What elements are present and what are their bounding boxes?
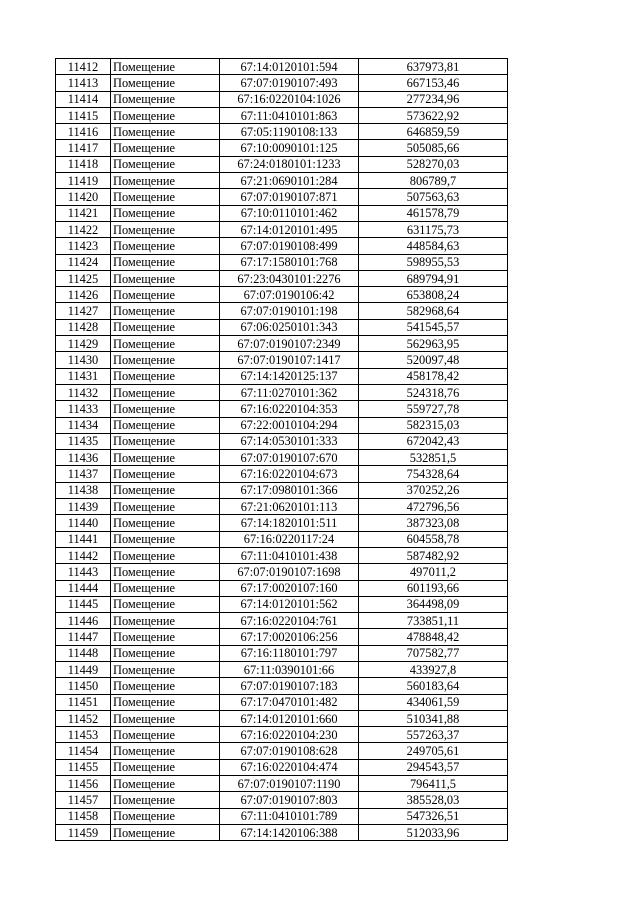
cadastral-value-cell: 458178,42: [359, 368, 508, 384]
row-number-cell: 11452: [56, 710, 111, 726]
row-number-cell: 11447: [56, 629, 111, 645]
cadastral-number-cell: 67:17:0980101:366: [220, 482, 359, 498]
cadastral-value-cell: 532851,5: [359, 450, 508, 466]
cadastral-value-cell: 559727,78: [359, 401, 508, 417]
object-type-cell: Помещение: [111, 710, 220, 726]
row-number-cell: 11455: [56, 759, 111, 775]
cadastral-number-cell: 67:17:0020106:256: [220, 629, 359, 645]
cadastral-value-cell: 689794,91: [359, 270, 508, 286]
table-row: [56, 107, 508, 123]
cadastral-value-cell: 387323,08: [359, 515, 508, 531]
table-row: [56, 824, 508, 840]
cadastral-number-cell: 67:17:0470101:482: [220, 694, 359, 710]
cadastral-number-cell: 67:14:0530101:333: [220, 433, 359, 449]
cadastral-number-cell: 67:17:0020107:160: [220, 580, 359, 596]
row-number-cell: 11459: [56, 824, 111, 840]
table-row: [56, 352, 508, 368]
table-row: [56, 531, 508, 547]
object-type-cell: Помещение: [111, 466, 220, 482]
row-number-cell: 11421: [56, 205, 111, 221]
cadastral-number-cell: 67:17:1580101:768: [220, 254, 359, 270]
object-type-cell: Помещение: [111, 238, 220, 254]
cadastral-value-cell: 557263,37: [359, 727, 508, 743]
cadastral-value-cell: 646859,59: [359, 124, 508, 140]
row-number-cell: 11442: [56, 547, 111, 563]
row-number-cell: 11436: [56, 450, 111, 466]
table-row: [56, 156, 508, 172]
row-number-cell: 11453: [56, 727, 111, 743]
cadastral-number-cell: 67:07:0190107:493: [220, 75, 359, 91]
object-type-cell: Помещение: [111, 352, 220, 368]
object-type-cell: Помещение: [111, 596, 220, 612]
table-row: [56, 661, 508, 677]
table-row: [56, 694, 508, 710]
object-type-cell: Помещение: [111, 140, 220, 156]
table-row: [56, 270, 508, 286]
cadastral-number-cell: 67:10:0110101:462: [220, 205, 359, 221]
row-number-cell: 11426: [56, 287, 111, 303]
table-row: [56, 596, 508, 612]
cadastral-number-cell: 67:14:0120101:594: [220, 59, 359, 75]
object-type-cell: Помещение: [111, 319, 220, 335]
cadastral-value-cell: 653808,24: [359, 287, 508, 303]
cadastral-value-cell: 461578,79: [359, 205, 508, 221]
object-type-cell: Помещение: [111, 107, 220, 123]
cadastral-number-cell: 67:11:0390101:66: [220, 661, 359, 677]
cadastral-value-cell: 294543,57: [359, 759, 508, 775]
object-type-cell: Помещение: [111, 336, 220, 352]
object-type-cell: Помещение: [111, 515, 220, 531]
row-number-cell: 11423: [56, 238, 111, 254]
table-row: [56, 482, 508, 498]
table-row: [56, 547, 508, 563]
cadastral-number-cell: 67:11:0410101:789: [220, 808, 359, 824]
table-row: [56, 254, 508, 270]
object-type-cell: Помещение: [111, 205, 220, 221]
cadastral-number-cell: 67:07:0190106:42: [220, 287, 359, 303]
cadastral-value-cell: 754328,64: [359, 466, 508, 482]
row-number-cell: 11439: [56, 499, 111, 515]
cadastral-value-cell: 637973,81: [359, 59, 508, 75]
row-number-cell: 11451: [56, 694, 111, 710]
cadastral-number-cell: 67:06:0250101:343: [220, 319, 359, 335]
cadastral-value-cell: 582315,03: [359, 417, 508, 433]
cadastral-number-cell: 67:23:0430101:2276: [220, 270, 359, 286]
row-number-cell: 11450: [56, 678, 111, 694]
row-number-cell: 11454: [56, 743, 111, 759]
row-number-cell: 11456: [56, 776, 111, 792]
cadastral-number-cell: 67:05:1190108:133: [220, 124, 359, 140]
object-type-cell: Помещение: [111, 368, 220, 384]
cadastral-value-cell: 385528,03: [359, 792, 508, 808]
row-number-cell: 11449: [56, 661, 111, 677]
table-row: [56, 629, 508, 645]
row-number-cell: 11419: [56, 173, 111, 189]
cadastral-value-cell: 806789,7: [359, 173, 508, 189]
cadastral-number-cell: 67:16:0220104:1026: [220, 91, 359, 107]
object-type-cell: Помещение: [111, 384, 220, 400]
table-row: [56, 759, 508, 775]
object-type-cell: Помещение: [111, 824, 220, 840]
table-row: [56, 91, 508, 107]
object-type-cell: Помещение: [111, 613, 220, 629]
cadastral-value-cell: 524318,76: [359, 384, 508, 400]
registry-table: [55, 58, 508, 841]
cadastral-number-cell: 67:24:0180101:1233: [220, 156, 359, 172]
table-row: [56, 645, 508, 661]
row-number-cell: 11444: [56, 580, 111, 596]
cadastral-value-cell: 582968,64: [359, 303, 508, 319]
cadastral-number-cell: 67:16:0220104:761: [220, 613, 359, 629]
object-type-cell: Помещение: [111, 433, 220, 449]
cadastral-value-cell: 497011,2: [359, 564, 508, 580]
row-number-cell: 11441: [56, 531, 111, 547]
table-row: [56, 776, 508, 792]
cadastral-value-cell: 370252,26: [359, 482, 508, 498]
cadastral-value-cell: 547326,51: [359, 808, 508, 824]
cadastral-value-cell: 541545,57: [359, 319, 508, 335]
object-type-cell: Помещение: [111, 254, 220, 270]
cadastral-value-cell: 631175,73: [359, 221, 508, 237]
table-row: [56, 499, 508, 515]
object-type-cell: Помещение: [111, 75, 220, 91]
table-row: [56, 401, 508, 417]
cadastral-number-cell: 67:14:1820101:511: [220, 515, 359, 531]
cadastral-number-cell: 67:11:0410101:438: [220, 547, 359, 563]
table-row: [56, 743, 508, 759]
object-type-cell: Помещение: [111, 661, 220, 677]
table-row: [56, 808, 508, 824]
cadastral-number-cell: 67:07:0190107:803: [220, 792, 359, 808]
cadastral-number-cell: 67:22:0010104:294: [220, 417, 359, 433]
object-type-cell: Помещение: [111, 91, 220, 107]
row-number-cell: 11458: [56, 808, 111, 824]
cadastral-value-cell: 604558,78: [359, 531, 508, 547]
cadastral-number-cell: 67:16:0220104:474: [220, 759, 359, 775]
row-number-cell: 11424: [56, 254, 111, 270]
table-row: [56, 678, 508, 694]
row-number-cell: 11434: [56, 417, 111, 433]
cadastral-number-cell: 67:14:0120101:562: [220, 596, 359, 612]
table-row: [56, 710, 508, 726]
cadastral-value-cell: 796411,5: [359, 776, 508, 792]
row-number-cell: 11430: [56, 352, 111, 368]
cadastral-number-cell: 67:07:0190107:1698: [220, 564, 359, 580]
cadastral-value-cell: 433927,8: [359, 661, 508, 677]
table-row: [56, 189, 508, 205]
object-type-cell: Помещение: [111, 173, 220, 189]
cadastral-value-cell: 733851,11: [359, 613, 508, 629]
object-type-cell: Помещение: [111, 564, 220, 580]
cadastral-number-cell: 67:21:0620101:113: [220, 499, 359, 515]
object-type-cell: Помещение: [111, 189, 220, 205]
cadastral-value-cell: 507563,63: [359, 189, 508, 205]
table-row: [56, 336, 508, 352]
table-row: [56, 792, 508, 808]
row-number-cell: 11416: [56, 124, 111, 140]
table-row: [56, 287, 508, 303]
object-type-cell: Помещение: [111, 401, 220, 417]
object-type-cell: Помещение: [111, 547, 220, 563]
cadastral-value-cell: 434061,59: [359, 694, 508, 710]
table-row: [56, 59, 508, 75]
cadastral-value-cell: 520097,48: [359, 352, 508, 368]
row-number-cell: 11417: [56, 140, 111, 156]
object-type-cell: Помещение: [111, 694, 220, 710]
cadastral-value-cell: 667153,46: [359, 75, 508, 91]
table-row: [56, 205, 508, 221]
row-number-cell: 11440: [56, 515, 111, 531]
row-number-cell: 11432: [56, 384, 111, 400]
object-type-cell: Помещение: [111, 629, 220, 645]
row-number-cell: 11435: [56, 433, 111, 449]
cadastral-number-cell: 67:16:0220104:230: [220, 727, 359, 743]
object-type-cell: Помещение: [111, 221, 220, 237]
cadastral-number-cell: 67:07:0190107:2349: [220, 336, 359, 352]
row-number-cell: 11425: [56, 270, 111, 286]
row-number-cell: 11438: [56, 482, 111, 498]
cadastral-value-cell: 510341,88: [359, 710, 508, 726]
object-type-cell: Помещение: [111, 792, 220, 808]
table-row: [56, 124, 508, 140]
table-row: [56, 433, 508, 449]
cadastral-number-cell: 67:10:0090101:125: [220, 140, 359, 156]
cadastral-number-cell: 67:16:0220104:673: [220, 466, 359, 482]
row-number-cell: 11415: [56, 107, 111, 123]
table-row: [56, 417, 508, 433]
row-number-cell: 11443: [56, 564, 111, 580]
table-row: [56, 613, 508, 629]
row-number-cell: 11448: [56, 645, 111, 661]
table-row: [56, 75, 508, 91]
table-row: [56, 368, 508, 384]
object-type-cell: Помещение: [111, 450, 220, 466]
cadastral-number-cell: 67:07:0190107:1417: [220, 352, 359, 368]
table-row: [56, 727, 508, 743]
cadastral-number-cell: 67:07:0190107:871: [220, 189, 359, 205]
cadastral-value-cell: 601193,66: [359, 580, 508, 596]
row-number-cell: 11412: [56, 59, 111, 75]
row-number-cell: 11413: [56, 75, 111, 91]
object-type-cell: Помещение: [111, 499, 220, 515]
object-type-cell: Помещение: [111, 156, 220, 172]
cadastral-number-cell: 67:07:0190107:670: [220, 450, 359, 466]
cadastral-number-cell: 67:14:1420106:388: [220, 824, 359, 840]
cadastral-number-cell: 67:07:0190107:183: [220, 678, 359, 694]
cadastral-value-cell: 560183,64: [359, 678, 508, 694]
cadastral-value-cell: 478848,42: [359, 629, 508, 645]
table-row: [56, 564, 508, 580]
object-type-cell: Помещение: [111, 303, 220, 319]
object-type-cell: Помещение: [111, 645, 220, 661]
cadastral-value-cell: 249705,61: [359, 743, 508, 759]
cadastral-value-cell: 573622,92: [359, 107, 508, 123]
cadastral-number-cell: 67:07:0190101:198: [220, 303, 359, 319]
row-number-cell: 11420: [56, 189, 111, 205]
cadastral-value-cell: 472796,56: [359, 499, 508, 515]
cadastral-number-cell: 67:21:0690101:284: [220, 173, 359, 189]
cadastral-number-cell: 67:11:0410101:863: [220, 107, 359, 123]
row-number-cell: 11431: [56, 368, 111, 384]
cadastral-number-cell: 67:14:0120101:495: [220, 221, 359, 237]
object-type-cell: Помещение: [111, 59, 220, 75]
row-number-cell: 11414: [56, 91, 111, 107]
row-number-cell: 11428: [56, 319, 111, 335]
table-row: [56, 221, 508, 237]
object-type-cell: Помещение: [111, 808, 220, 824]
table-row: [56, 319, 508, 335]
row-number-cell: 11433: [56, 401, 111, 417]
row-number-cell: 11457: [56, 792, 111, 808]
cadastral-number-cell: 67:14:0120101:660: [220, 710, 359, 726]
object-type-cell: Помещение: [111, 482, 220, 498]
object-type-cell: Помещение: [111, 417, 220, 433]
cadastral-value-cell: 528270,03: [359, 156, 508, 172]
object-type-cell: Помещение: [111, 270, 220, 286]
table-row: [56, 515, 508, 531]
row-number-cell: 11445: [56, 596, 111, 612]
object-type-cell: Помещение: [111, 743, 220, 759]
object-type-cell: Помещение: [111, 580, 220, 596]
row-number-cell: 11418: [56, 156, 111, 172]
object-type-cell: Помещение: [111, 776, 220, 792]
table-row: [56, 303, 508, 319]
cadastral-value-cell: 587482,92: [359, 547, 508, 563]
object-type-cell: Помещение: [111, 287, 220, 303]
object-type-cell: Помещение: [111, 727, 220, 743]
row-number-cell: 11427: [56, 303, 111, 319]
table-row: [56, 466, 508, 482]
cadastral-number-cell: 67:14:1420125:137: [220, 368, 359, 384]
cadastral-value-cell: 562963,95: [359, 336, 508, 352]
cadastral-value-cell: 448584,63: [359, 238, 508, 254]
cadastral-number-cell: 67:07:0190108:499: [220, 238, 359, 254]
object-type-cell: Помещение: [111, 531, 220, 547]
cadastral-number-cell: 67:16:0220104:353: [220, 401, 359, 417]
object-type-cell: Помещение: [111, 124, 220, 140]
table-row: [56, 450, 508, 466]
cadastral-value-cell: 598955,53: [359, 254, 508, 270]
row-number-cell: 11422: [56, 221, 111, 237]
cadastral-value-cell: 505085,66: [359, 140, 508, 156]
object-type-cell: Помещение: [111, 678, 220, 694]
cadastral-number-cell: 67:16:1180101:797: [220, 645, 359, 661]
cadastral-number-cell: 67:16:0220117:24: [220, 531, 359, 547]
cadastral-number-cell: 67:07:0190107:1190: [220, 776, 359, 792]
table-row: [56, 580, 508, 596]
table-row: [56, 140, 508, 156]
cadastral-value-cell: 512033,96: [359, 824, 508, 840]
row-number-cell: 11446: [56, 613, 111, 629]
cadastral-value-cell: 707582,77: [359, 645, 508, 661]
cadastral-value-cell: 277234,96: [359, 91, 508, 107]
cadastral-value-cell: 364498,09: [359, 596, 508, 612]
row-number-cell: 11429: [56, 336, 111, 352]
registry-table-body: [56, 59, 508, 841]
cadastral-number-cell: 67:07:0190108:628: [220, 743, 359, 759]
row-number-cell: 11437: [56, 466, 111, 482]
object-type-cell: Помещение: [111, 759, 220, 775]
table-row: [56, 384, 508, 400]
cadastral-number-cell: 67:11:0270101:362: [220, 384, 359, 400]
table-row: [56, 173, 508, 189]
cadastral-value-cell: 672042,43: [359, 433, 508, 449]
table-row: [56, 238, 508, 254]
